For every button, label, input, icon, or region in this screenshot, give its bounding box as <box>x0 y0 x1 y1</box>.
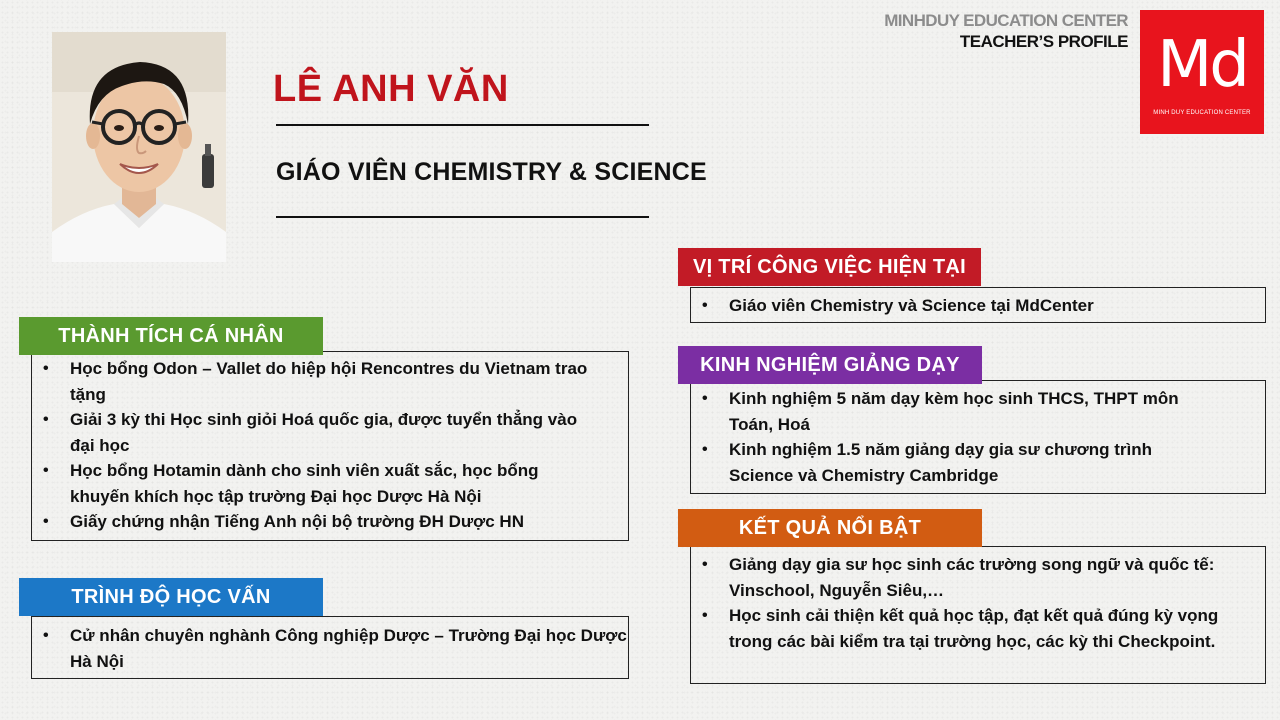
education-header: TRÌNH ĐỘ HỌC VẤN <box>19 578 323 616</box>
brand-header <box>884 10 1128 52</box>
achievements-box <box>31 351 629 541</box>
highlight-item: • Học sinh cải thiện kết quả học tập, đạt kết quả đúng kỳ vọng trong các bài kiểm tra tại trường học, các kỳ thi Checkpoint. <box>691 603 1243 654</box>
highlights-box <box>690 546 1266 684</box>
portrait-illustration <box>52 32 226 262</box>
md-logo <box>1140 10 1264 134</box>
logo-mark: Md <box>1157 28 1247 102</box>
achievement-item: • Giải 3 kỳ thi Học sinh giỏi Hoá quốc gia, được tuyển thẳng vào đại học <box>32 407 592 458</box>
education-item: • Cử nhân chuyên nghành Công nghiệp Dược – Trường Đại học Dược Hà Nội <box>32 623 628 674</box>
achievement-item: • Học bổng Hotamin dành cho sinh viên xuất sắc, học bổng khuyến khích học tập trường Đại học Dược Hà Nội <box>32 458 592 509</box>
teacher-photo <box>52 32 226 262</box>
education-box <box>31 616 629 679</box>
teacher-name: LÊ ANH VĂN <box>273 68 509 110</box>
teacher-title: GIÁO VIÊN CHEMISTRY & SCIENCE <box>276 158 707 186</box>
achievement-item: • Học bổng Odon – Vallet do hiệp hội Rencontres du Vietnam trao tặng <box>32 356 592 407</box>
current-position-list <box>691 293 1265 319</box>
achievements-header: THÀNH TÍCH CÁ NHÂN <box>19 317 323 355</box>
profile-label: TEACHER’S PROFILE <box>959 32 1128 51</box>
name-divider <box>276 124 649 126</box>
highlights-header: KẾT QUẢ NỔI BẬT <box>678 509 982 547</box>
highlights-list <box>691 552 1243 654</box>
highlight-item: • Giảng dạy gia sư học sinh các trường song ngữ và quốc tế: Vinschool, Nguyễn Siêu,… <box>691 552 1243 603</box>
logo-subtext: MINH DUY EDUCATION CENTER <box>1153 110 1251 116</box>
current-position-item: • Giáo viên Chemistry và Science tại MdCenter <box>691 293 1265 319</box>
teaching-experience-item: • Kinh nghiệm 5 năm dạy kèm học sinh THCS, THPT môn Toán, Hoá <box>691 386 1211 437</box>
current-position-box <box>690 287 1266 323</box>
achievements-list <box>32 356 592 535</box>
current-position-header: VỊ TRÍ CÔNG VIỆC HIỆN TẠI <box>678 248 981 286</box>
teaching-experience-item: • Kinh nghiệm 1.5 năm giảng dạy gia sư chương trình Science và Chemistry Cambridge <box>691 437 1211 488</box>
education-list <box>32 623 628 674</box>
title-divider <box>276 216 649 218</box>
teaching-experience-list <box>691 386 1211 488</box>
achievement-item: • Giấy chứng nhận Tiếng Anh nội bộ trường ĐH Dược HN <box>32 509 592 535</box>
teaching-experience-header: KINH NGHIỆM GIẢNG DẠY <box>678 346 982 384</box>
center-name: MINHDUY EDUCATION CENTER <box>884 11 1128 30</box>
teaching-experience-box <box>690 380 1266 494</box>
